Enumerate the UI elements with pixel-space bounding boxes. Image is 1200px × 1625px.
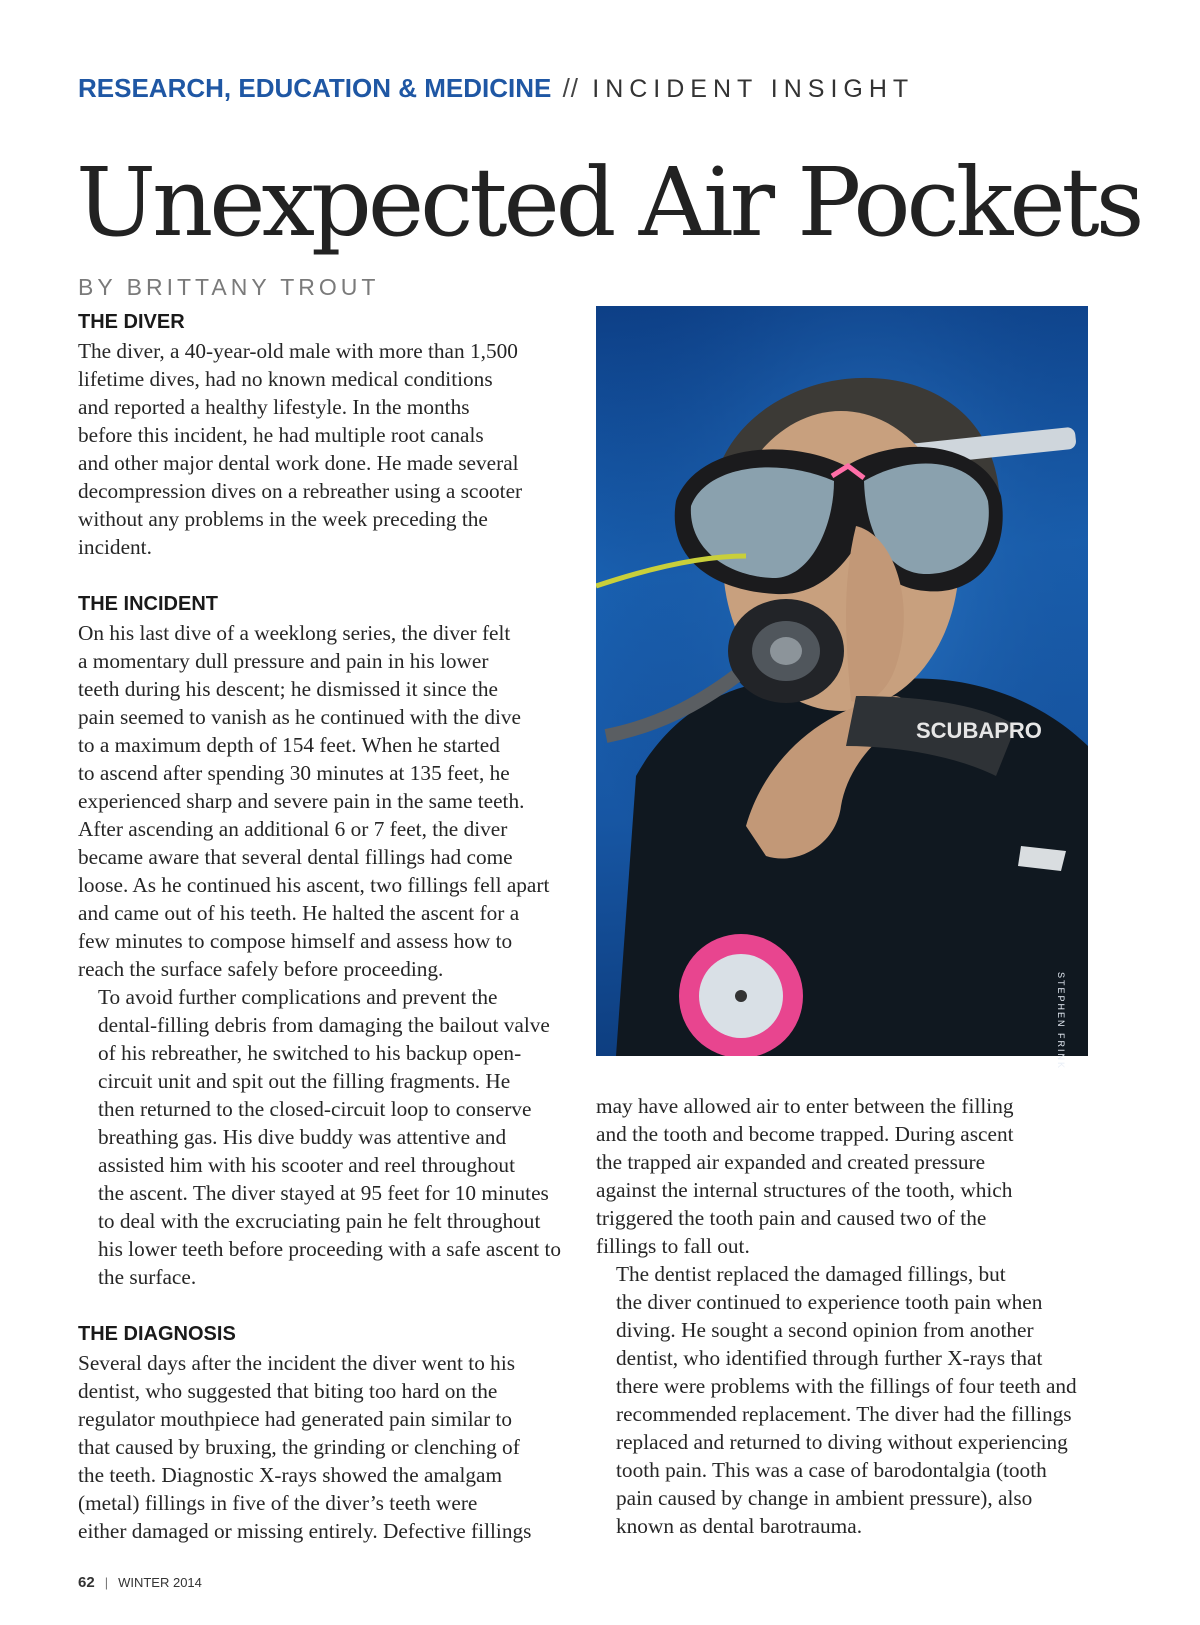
text-line: his lower teeth before proceeding with a safe ascent to [98,1237,562,1261]
section-kicker [78,72,914,105]
text-line: dental-filling debris from damaging the bailout valve [98,1013,550,1037]
text-line: without any problems in the week preceding the [78,507,488,531]
text-line: lifetime dives, had no known medical conditions [78,367,493,391]
photo-credit: STEPHEN FRINK [1056,972,1066,1071]
text-line: and came out of his teeth. He halted the ascent for a [78,901,520,925]
text-line: recommended replacement. The diver had the fillings [616,1402,1072,1426]
text-line: pain caused by change in ambient pressure), also [616,1486,1033,1510]
text-line: triggered the tooth pain and caused two of the [596,1206,987,1230]
text-line: assisted him with his scooter and reel throughout [98,1153,515,1177]
diver-photo [596,306,1088,1056]
incident-paragraph-2 [78,983,578,1291]
text-line: before this incident, he had multiple root canals [78,423,484,447]
diagnosis-paragraph-2 [596,1260,1096,1540]
text-line: the surface. [98,1265,197,1289]
text-line: regulator mouthpiece had generated pain similar to [78,1407,513,1431]
issue-label: WINTER 2014 [118,1575,202,1590]
text-line: teeth during his descent; he dismissed it since the [78,677,498,701]
text-line: became aware that several dental fillings had come [78,845,513,869]
gear-logo: SCUBAPRO [916,718,1042,743]
text-line: After ascending an additional 6 or 7 feet, the diver [78,817,508,841]
heading-the-diver: THE DIVER [78,311,185,333]
incident-paragraph-1 [78,619,578,983]
text-line: to a maximum depth of 154 feet. When he started [78,733,500,757]
byline: BY BRITTANY TROUT [78,274,380,300]
text-line: that caused by bruxing, the grinding or clenching of [78,1435,520,1459]
text-line: and other major dental work done. He made several [78,451,519,475]
page-number: 62 [78,1574,95,1591]
text-line: against the internal structures of the tooth, which [596,1178,1013,1202]
subsection-name: INCIDENT INSIGHT [592,75,915,103]
text-line: pain seemed to vanish as he continued with the dive [78,705,521,729]
diagnosis-paragraph-1 [78,1349,578,1545]
text-line: either damaged or missing entirely. Defective fillings [78,1519,532,1543]
text-line: breathing gas. His dive buddy was attentive and [98,1125,507,1149]
text-line: the teeth. Diagnostic X-rays showed the amalgam [78,1463,503,1487]
section-separator: // [562,73,580,103]
text-line: Several days after the incident the diver went to his [78,1351,516,1375]
text-line: a momentary dull pressure and pain in his lower [78,649,489,673]
article-title: Unexpected Air Pockets [76,148,1141,258]
heading-the-incident: THE INCIDENT [78,593,218,615]
text-line: dentist, who identified through further X-rays that [616,1346,1043,1370]
text-line: diving. He sought a second opinion from another [616,1318,1034,1342]
text-line: of his rebreather, he switched to his backup open- [98,1041,522,1065]
heading-the-diagnosis: THE DIAGNOSIS [78,1323,236,1345]
diagnosis-paragraph-1-continued [596,1092,1096,1260]
text-line: may have allowed air to enter between the filling [596,1094,1014,1118]
text-line: incident. [78,535,152,559]
text-line: known as dental barotrauma. [616,1514,863,1538]
text-line: loose. As he continued his ascent, two fillings fell apart [78,873,550,897]
text-line: and the tooth and become trapped. During ascent [596,1122,1014,1146]
text-line: circuit unit and spit out the filling fragments. He [98,1069,511,1093]
text-line: few minutes to compose himself and assess how to [78,929,513,953]
text-line: there were problems with the fillings of four teeth and [616,1374,1077,1398]
text-line: the ascent. The diver stayed at 95 feet for 10 minutes [98,1181,549,1205]
text-line: tooth pain. This was a case of barodontalgia (tooth [616,1458,1047,1482]
section-name: RESEARCH, EDUCATION & MEDICINE [78,73,552,103]
text-line: reach the surface safely before proceeding. [78,957,444,981]
text-line: dentist, who suggested that biting too hard on the [78,1379,498,1403]
text-line: and reported a healthy lifestyle. In the months [78,395,470,419]
text-line: experienced sharp and severe pain in the same teeth. [78,789,525,813]
text-line: to ascend after spending 30 minutes at 135 feet, he [78,761,510,785]
diver-paragraph [78,337,578,561]
page-footer [78,1574,202,1591]
text-line: On his last dive of a weeklong series, the diver felt [78,621,511,645]
text-line: then returned to the closed-circuit loop to conserve [98,1097,532,1121]
text-line: decompression dives on a rebreather using a scooter [78,479,523,503]
left-column [78,307,578,1545]
text-line: fillings to fall out. [596,1234,750,1258]
text-line: replaced and returned to diving without experiencing [616,1430,1068,1454]
diver-illustration [596,306,1088,1056]
text-line: to deal with the excruciating pain he felt throughout [98,1209,541,1233]
text-line: (metal) fillings in five of the diver’s teeth were [78,1491,478,1515]
text-line: the diver continued to experience tooth pain when [616,1290,1043,1314]
text-line: The dentist replaced the damaged fillings, but [616,1262,1006,1286]
text-line: The diver, a 40-year-old male with more than 1,500 [78,339,518,363]
text-line: To avoid further complications and prevent the [98,985,498,1009]
text-line: the trapped air expanded and created pressure [596,1150,986,1174]
footer-divider: | [104,1575,109,1590]
right-column [596,1092,1096,1540]
